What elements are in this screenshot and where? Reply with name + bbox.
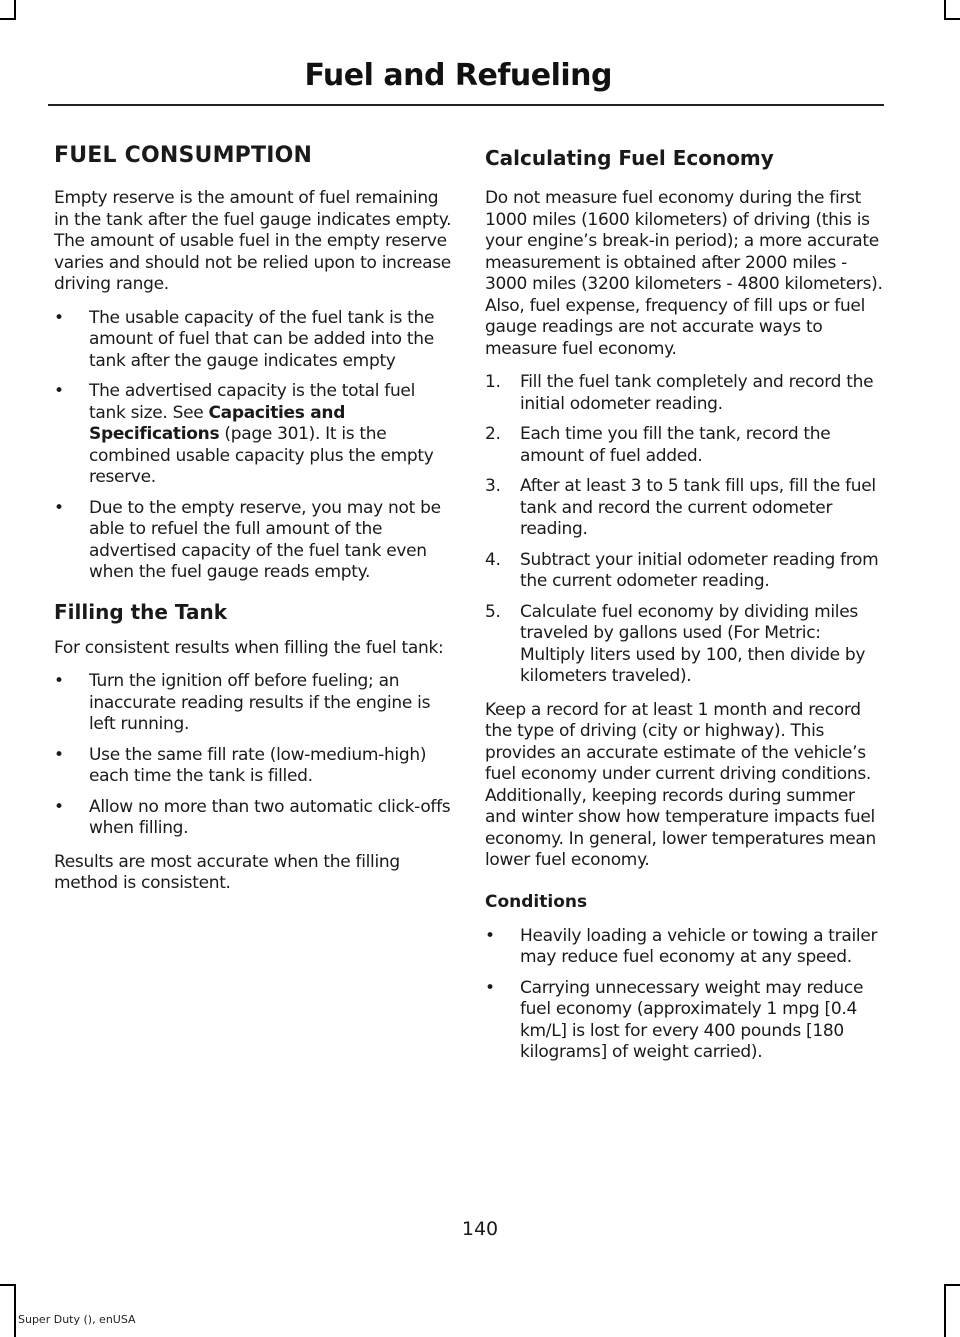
conditions-list [485,926,885,1064]
list-item-text: The advertised capacity is the total fuel tank size. See [89,381,416,423]
list-item [54,797,454,840]
fuel-consumption-heading: FUEL CONSUMPTION [54,143,313,168]
capacities-link[interactable]: Capacities and Specifications [89,402,346,444]
list-item [54,498,454,584]
list-item [485,372,885,415]
right-column [485,146,885,1076]
list-item [54,308,454,373]
list-item [485,550,885,593]
crop-mark [0,1284,16,1286]
crop-mark [944,0,946,20]
bullet-marker: • [54,497,64,518]
step-number: 4. [485,549,501,570]
footer-text: Super Duty (), enUSA [18,1313,136,1326]
list-item [485,978,885,1064]
bullet-marker: • [54,381,64,401]
record-paragraph: Keep a record for at least 1 month and record the type of driving (city or highway). This provides an accurate estimate of the vehicle’s fuel economy under current driving conditions. Additionally, keeping records during summer and winter show how temperature impacts fuel economy. In general, lower temperatures mean lower fuel economy. [485,699,877,870]
list-item [485,926,885,969]
list-item-text: (page 301). It is the combined usable capacity plus the empty reserve. [89,424,434,487]
list-item-text: Calculate fuel economy by dividing miles traveled by gallons used (For Metric: Multiply liters used by 100, then divide by kilometers traveled). [520,601,866,686]
list-item [54,381,454,489]
list-item-text: Carrying unnecessary weight may reduce fuel economy (approximately 1 mpg [0.4 km/L] is lost for every 400 pounds [180 kilograms] of weight carried). [520,977,864,1062]
crop-mark [14,0,16,20]
crop-mark [0,18,16,20]
list-item [485,476,885,541]
list-item-text: Due to the empty reserve, you may not be able to refuel the full amount of the advertised capacity of the fuel tank even when the fuel gauge reads empty. [89,497,441,582]
step-number: 3. [485,476,501,496]
page-number: 140 [461,1218,499,1240]
empty-reserve-paragraph: Empty reserve is the amount of fuel remaining in the tank after the fuel gauge indicates empty. The amount of usable fuel in the empty reserve varies and should not be relied upon to increase driving range. [54,188,452,294]
bullet-marker: • [54,307,64,328]
list-item-text: After at least 3 to 5 tank fill ups, fill the fuel tank and record the current odometer reading. [520,476,876,539]
fuel-economy-intro-paragraph: Do not measure fuel economy during the first 1000 miles (1600 kilometers) of driving (this is your engine’s break-in period); a more accurate measurement is obtained after 2000 miles - 3000 miles (3200 kilometers - 4800 kilometers). Also, fuel expense, frequency of fill ups or fuel gauge readings are not accurate ways to measure fuel economy. [485,188,883,359]
crop-mark [944,1284,960,1286]
crop-mark [14,1284,16,1337]
filling-bullet-list [54,671,454,840]
steps-list [485,372,885,688]
header-divider [48,104,884,106]
list-item-text: Each time you fill the tank, record the amount of fuel added. [520,424,831,466]
conditions-heading: Conditions [485,891,588,912]
crop-mark [944,18,960,20]
left-column [54,143,454,907]
list-item [485,602,885,688]
page-header-title: Fuel and Refueling [304,58,612,93]
bullet-marker: • [54,671,64,691]
list-item [54,745,454,788]
list-item-text: Heavily loading a vehicle or towing a trailer may reduce fuel economy at any speed. [520,925,878,967]
list-item-text: Turn the ignition off before fueling; an inaccurate reading results if the engine is left running. [89,671,431,734]
crop-mark [944,1284,946,1337]
filling-tank-heading: Filling the Tank [54,599,228,624]
bullet-marker: • [485,925,495,946]
bullet-marker: • [485,977,495,998]
list-item-text: Subtract your initial odometer reading from the current odometer reading. [520,549,879,591]
bullet-marker: • [54,744,64,765]
list-item-text: Allow no more than two automatic click-offs when filling. [89,796,451,838]
calculating-fuel-economy-heading: Calculating Fuel Economy [485,146,774,170]
list-item [54,671,454,736]
filling-intro-paragraph: For consistent results when filling the fuel tank: [54,637,444,658]
step-number: 2. [485,424,501,444]
list-item-text: Fill the fuel tank completely and record the initial odometer reading. [520,372,874,414]
list-item [485,424,885,467]
bullet-marker: • [54,796,64,817]
list-item-text: The usable capacity of the fuel tank is the amount of fuel that can be added into the tank after the gauge indicates empty [89,307,435,371]
closing-paragraph: Results are most accurate when the filling method is consistent. [54,851,400,893]
step-number: 5. [485,601,501,622]
list-item-text: Use the same fill rate (low-medium-high) each time the tank is filled. [89,744,427,786]
capacity-bullet-list [54,308,454,584]
step-number: 1. [485,372,501,392]
